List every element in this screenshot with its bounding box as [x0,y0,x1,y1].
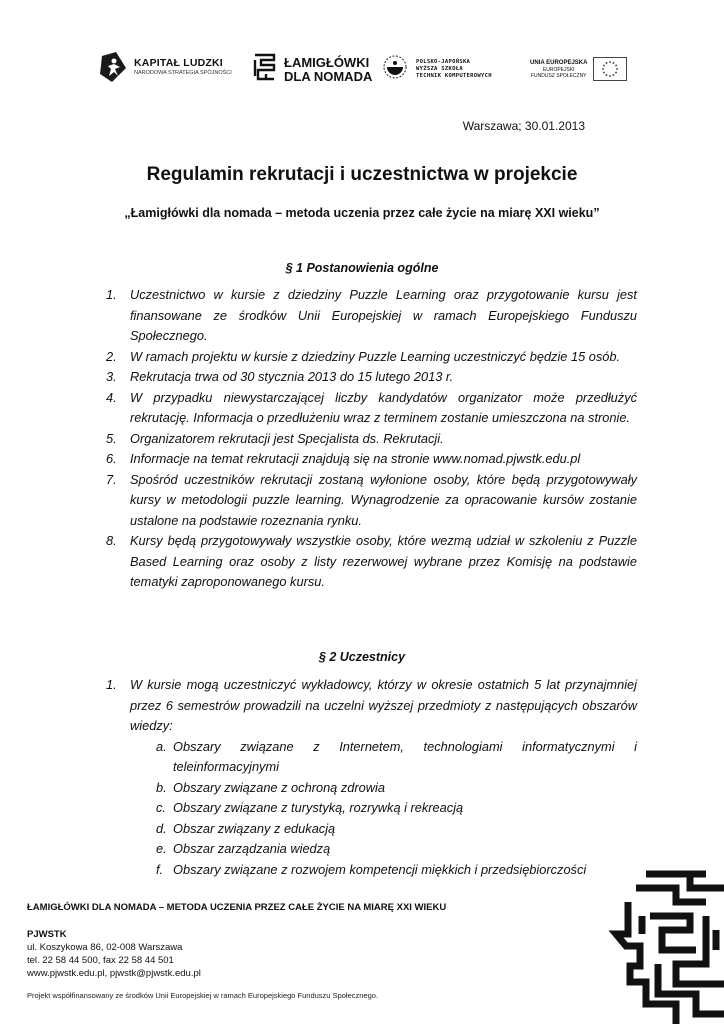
footer [27,901,587,1002]
list-item-number: 6. [106,451,117,466]
list-item-number: 7. [106,471,117,487]
list-item-number: 2. [106,348,117,364]
kapital-ludzki-title: KAPITAŁ LUDZKI [134,57,223,69]
list-item-number: 5. [106,430,117,446]
list-item [104,449,637,470]
eu-line1: UNIA EUROPEJSKA [530,59,588,66]
sub-list-item [156,778,637,799]
list-item-text: Rekrutacja trwa od 30 stycznia 2013 do 15 lutego 2013 r. [130,369,454,384]
list-item-number: 3. [106,369,117,384]
sub-list-item-text: Obszary związane z ochroną zdrowia [173,779,385,795]
sub-list-item-letter: a. [156,738,167,754]
section-1-heading: § 1 Postanowienia ogólne [285,261,439,275]
sub-list-item [156,737,637,778]
list-item-text: W przypadku niewystarczającej liczby kandydatów organizator może przedłużyć rekrutację. Informacja o przedłużeniu wraz z terminem zostanie umieszczona na stronie. [130,389,637,425]
list-item [104,429,637,450]
eu-logo [530,57,627,81]
list-item-text: Spośród uczestników rekrutacji zostaną wyłonione osoby, które będą przygotowywały kursy w metodologii puzzle learning. Wynagrodzenie za opracowanie kursów zostanie ustalone na podstawie rozeznania rynku. [130,471,637,528]
header-logos [0,46,724,96]
section-2-list [104,675,637,880]
eu-star [604,72,606,74]
sub-list-item-text: Obszary związane z turystyką, rozrywką i rekreacją [173,800,464,815]
kapital-ludzki-subtitle: NARODOWA STRATEGIA SPÓJNOŚCI [134,70,232,76]
list-item-text: Uczestnictwo w kursie z dziedziny Puzzle Learning oraz przygotowanie kursu jest finansowane ze środków Unii Europejskiej w ramach Europejskiego Funduszu Społecznego. [130,287,637,343]
lamiglowki-logo [252,52,372,87]
sub-list-item-letter: e. [156,841,167,856]
eu-star [613,74,615,76]
list-item [104,347,637,368]
sub-list-item [156,819,637,840]
eu-flag-icon [593,57,627,81]
list-item-text: Organizatorem rekrutacji jest Specjalista ds. Rekrutacji. [130,430,444,446]
maze-face-icon [606,854,724,1024]
pjwstk-logo [382,54,492,85]
sub-list-item-text: Obszar zarządzania wiedzą [173,841,331,856]
sub-list-item-letter: d. [156,820,167,836]
eu-star [606,62,608,64]
footer-web: www.pjwstk.edu.pl, pjwstk@pjwstk.edu.pl [27,968,201,979]
sub-list-item-text: Obszary związane z Internetem, technologiami informatycznymi i teleinformacyjnymi [173,738,637,774]
eu-star [616,65,618,67]
sub-list-item-letter: b. [156,779,167,795]
eu-line3: FUNDUSZ SPOŁECZNY [530,73,587,79]
eu-star [610,75,612,77]
list-item [104,531,637,593]
footer-organization: PJWSTK [27,929,67,940]
sub-list-item [156,798,637,819]
lamiglowki-line1: ŁAMIGŁÓWKI [284,54,370,70]
footer-phone: tel. 22 58 44 500, fax 22 58 44 501 [27,955,174,966]
list-item-number: 4. [106,389,117,405]
list-item-number: 1. [106,287,117,302]
eu-star [606,74,608,76]
section-2-heading: § 2 Uczestnicy [318,650,406,664]
list-item-text: W kursie mogą uczestniczyć wykładowcy, którzy w okresie ostatnich 5 lat przynajmniej przez 6 semestrów prowadzili na uczelni wyższej przedmioty z następujących obszarów wiedzy: [130,677,637,733]
lamiglowki-line2: DLA NOMADA [284,68,373,84]
eu-star [617,68,619,70]
sub-list-item-letter: c. [156,800,166,815]
eu-line2: EUROPEJSKI [542,66,575,73]
list-item-text: Informacje na temat rekrutacji znajdują się na stronie www.nomad.pjwstk.edu.pl [130,451,581,466]
list-item-text: W ramach projektu w kursie z dziedziny Puzzle Learning uczestniczyć będzie 15 osób. [130,348,621,364]
list-item-number: 1. [106,677,117,692]
kapital-ludzki-icon [100,52,128,82]
eu-star [604,65,606,67]
maze-icon [252,52,278,87]
list-item [104,675,637,880]
list-item [104,388,637,429]
pjwstk-line1: POLSKO-JAPOŃSKA [416,59,471,65]
list-item [104,285,637,347]
pjwstk-emblem-icon [382,54,408,85]
sub-list-item-text: Obszary związane z rozwojem kompetencji miękkich i przedsiębiorczości [173,861,587,877]
eu-star [616,72,618,74]
pjwstk-line3: TECHNIK KOMPUTEROWYCH [416,73,492,79]
sub-list-item [156,839,637,860]
footer-funding-note: Projekt współfinansowany ze środków Unii Europejskiej w ramach Europejskiego Funduszu Społecznego. [27,991,379,1000]
document-title: Regulamin rekrutacji i uczestnictwa w projekcie [146,164,578,185]
pjwstk-line2: WYŻSZA SZKOŁA [416,66,463,72]
kapital-ludzki-logo [100,52,232,82]
list-item [104,367,637,388]
document-subtitle: „Łamigłówki dla nomada – metoda uczenia przez całe życie na miarę XXI wieku” [124,206,600,220]
document-date: Warszawa; 30.01.2013 [462,119,585,133]
list-item-text: Kursy będą przygotowywały wszystkie osoby, które wezmą udział w szkoleniu z Puzzle Based Learning oraz osoby z listy rezerwowej wybrane przez Komisję na podstawie tematyki zaproponowanego kursu. [130,533,637,589]
footer-address: ul. Koszykowa 86, 02-008 Warszawa [27,942,183,953]
section-1-list [104,285,637,593]
sub-list-item-letter: f. [156,861,164,877]
eu-star [610,61,612,63]
list-item-number: 8. [106,533,117,548]
sub-list-item [156,860,637,881]
footer-project-title: ŁAMIGŁÓWKI DLA NOMADA – METODA UCZENIA PRZEZ CAŁE ŻYCIE NA MIARĘ XXI WIEKU [27,902,447,913]
list-item [104,470,637,532]
eu-star [603,68,605,70]
sub-list [130,737,637,881]
eu-star [613,62,615,64]
sub-list-item-text: Obszar związany z edukacją [173,820,336,836]
